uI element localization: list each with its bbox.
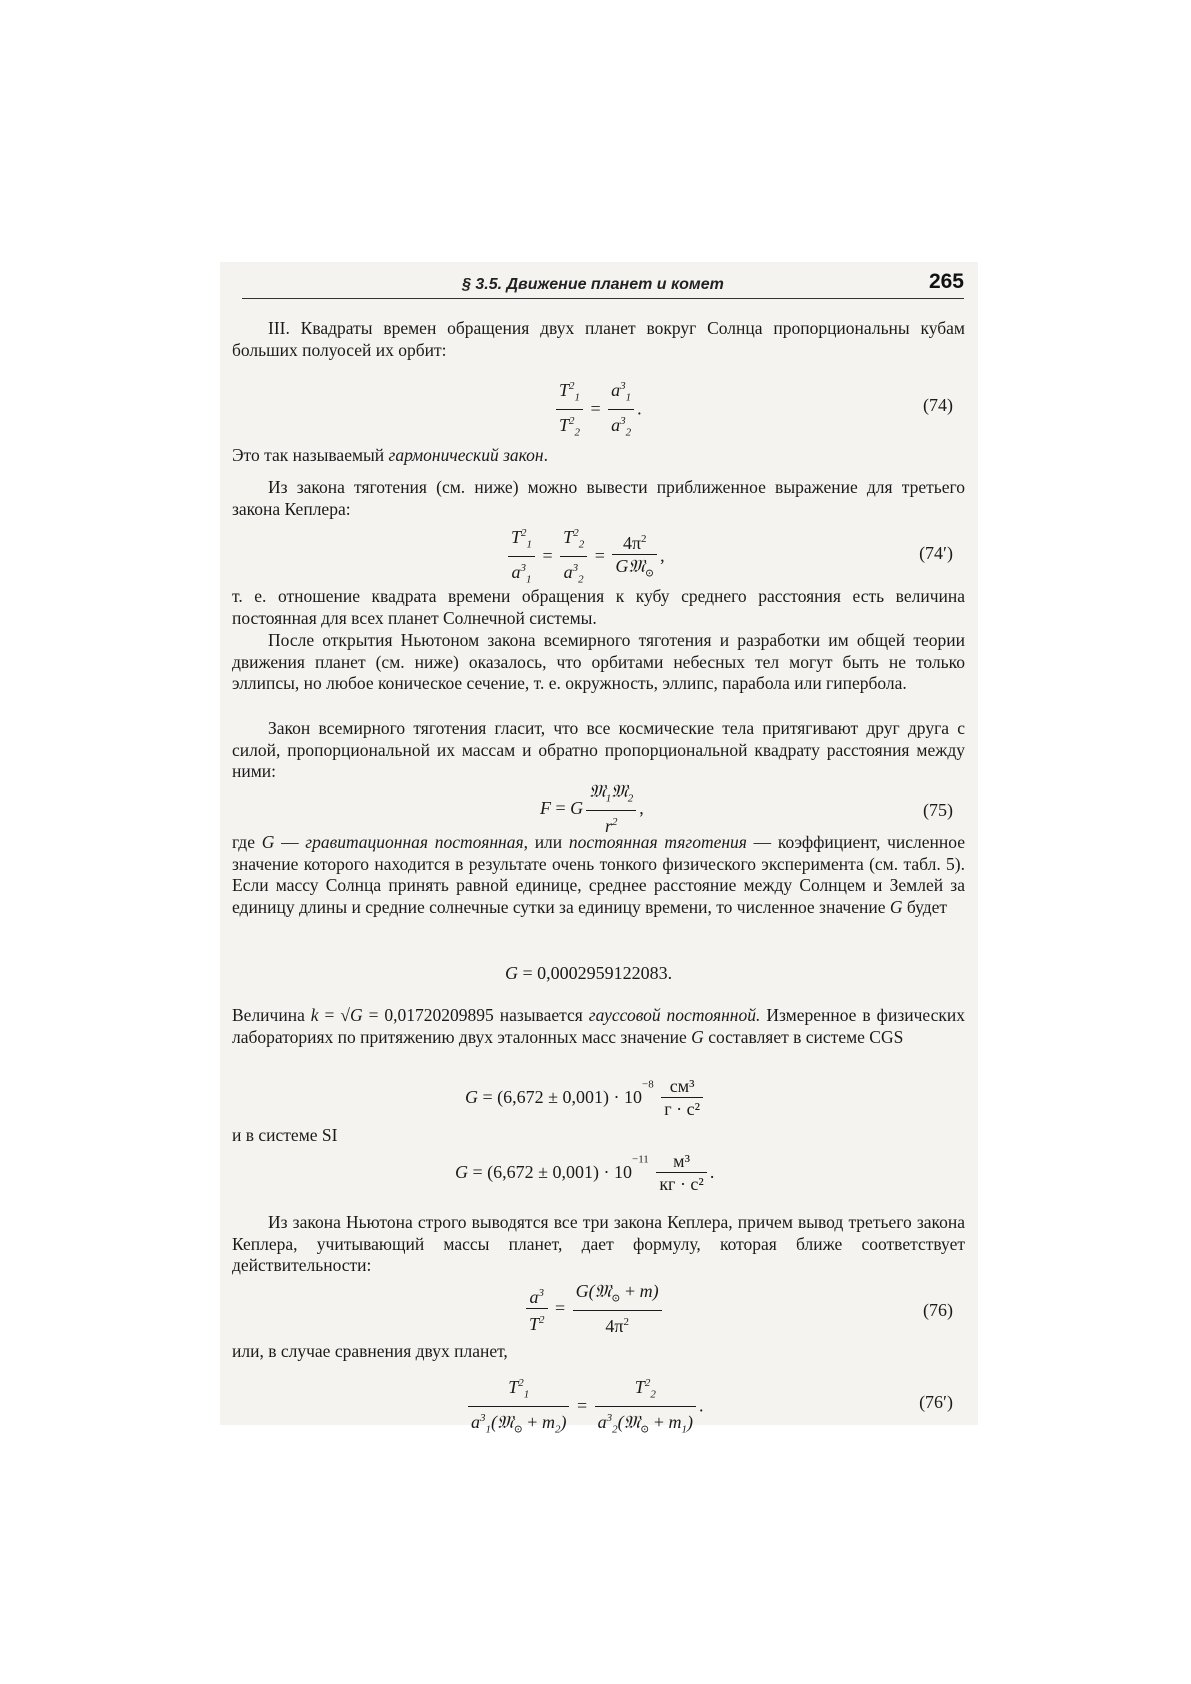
equation-number-74-prime: (74′): [919, 543, 953, 563]
page-number: 265: [928, 270, 964, 293]
equation-cgs: $G = (6,672 \pm 0,001) \cdot 10^{-8}$ $\frac{\text{см³}}{\text{г · с²}}$: [465, 1075, 706, 1120]
paragraph-two-planets: или, в случае сравнения двух планет,: [232, 1341, 508, 1361]
paragraph-ratio: т. е. отношение квадрата времени обращения к кубу среднего расстояния есть величина постоянная для всех планет Солнечной системы.: [232, 586, 965, 628]
equation-76-prime: $\frac{T^2_1}{a^3_1(𝔐_⊙ + m_2)}$ = $\frac{T^2_2}{a^3_2(𝔐_⊙ + m_1)}$ .: [465, 1372, 704, 1440]
paragraph-kepler-third: III. Квадраты времен обращения двух планет вокруг Солнца пропорциональны кубам больших полуосей их орбит:: [232, 318, 965, 360]
equation-76: $\frac{a^3}{T^2}$ = $\frac{G(𝔐_⊙ + m)}{4\pi^2}$: [523, 1280, 665, 1337]
equation-number-75: (75): [923, 800, 953, 820]
equation-74: $\frac{T^2_1}{T^2_2}$ = $\frac{a^3_1}{a^3_2}$ .: [553, 375, 642, 443]
paragraph-si: и в системе SI: [232, 1125, 338, 1145]
paragraph-gravity-kepler: Из закона тяготения (см. ниже) можно вывести приближенное выражение для третьего закона Кеплера:: [232, 477, 965, 519]
equation-number-74: (74): [923, 395, 953, 415]
paragraph-conic-sections: После открытия Ньютоном закона всемирного тяготения и разработки им общей теории движения планет (см. ниже) оказалось, что орбитами небесных тел могут быть не только эллипсы, но любое коническое сечение, т. е. окружность, эллипс, парабола или гипербола.: [232, 630, 965, 693]
paragraph-gauss-constant: Величина k = √G = 0,01720209895 называется гауссовой постоянной. Измеренное в физических лабораториях по притяжению двух эталонных масс значение G составляет в системе CGS: [232, 1005, 965, 1047]
equation-number-76: (76): [923, 1300, 953, 1320]
equation-number-76-prime: (76′): [919, 1392, 953, 1412]
equation-g-value: G = 0,0002959122083.: [505, 963, 673, 983]
equation-74-prime: $\frac{T^2_1}{a^3_1}$ = $\frac{T^2_2}{a^3_2}$ = $\frac{4\pi^2}{G𝔐_⊙}$ ,: [505, 522, 665, 590]
paragraph-newton-derivation: Из закона Ньютона строго выводятся все три закона Кеплера, причем вывод третьего закона Кеплера, учитывающий массы планет, дает формулу, которая ближе соответствует действительности:: [232, 1212, 965, 1275]
paragraph-gravitational-constant: где G — гравитационная постоянная, или постоянная тяготения — коэффициент, численное значение которого находится в результате очень тонкого физического эксперимента (см. табл. 5). Если массу Солнца принять равной единице, среднее расстояние между Солнцем и Землей за единицу длины и средние солнечные сутки за единицу времени, то численное значение G будет: [232, 832, 965, 917]
running-header: [242, 270, 964, 300]
equation-si: $G = (6,672 \pm 0,001) \cdot 10^{-11}$ $\frac{\text{м³}}{\text{кг · с²}}$ .: [455, 1151, 715, 1194]
equation-75: F = G $\frac{𝔐_1𝔐_2}{r^2}$ ,: [540, 781, 644, 836]
paragraph-gravitation-law: Закон всемирного тяготения гласит, что все космические тела притягивают друг друга с силой, пропорциональной их массам и обратно пропорциональной квадрату расстояния между ними:: [232, 718, 965, 781]
section-title: § 3.5. Движение планет и комет: [462, 276, 724, 293]
paragraph-harmonic-law: Это так называемый гармонический закон.: [232, 445, 548, 465]
header-rule: [242, 298, 964, 299]
